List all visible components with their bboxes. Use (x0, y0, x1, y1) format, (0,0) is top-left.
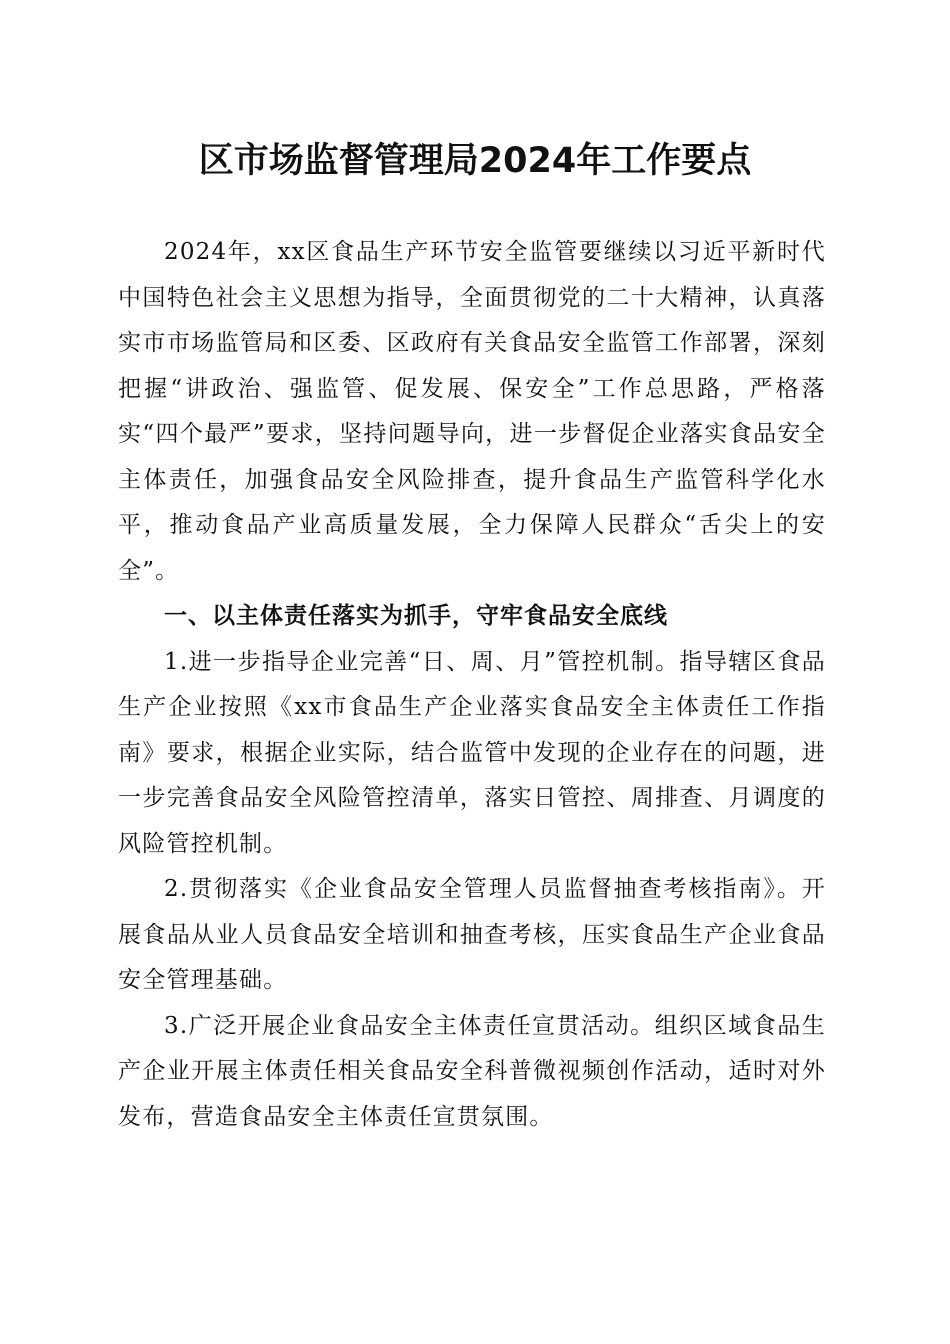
list-item-2: 2.贯彻落实《企业食品安全管理人员监督抽查考核指南》。开展食品从业人员食品安全培训和抽查考核，压实食品生产企业食品安全管理基础。 (118, 876, 826, 993)
intro-paragraph: 2024年，xx区食品生产环节安全监管要继续以习近平新时代中国特色社会主义思想为指导，全面贯彻党的二十大精神，认真落实市市场监管局和区委、区政府有关食品安全监管工作部署，深刻把握“讲政治、强监管、促发展、保安全”工作总思路，严格落实“四个最严”要求，坚持问题导向，进一步督促企业落实食品安全主体责任，加强食品安全风险排查，提升食品生产监管科学化水平，推动食品产业高质量发展，全力保障人民群众“舌尖上的安全”。 (118, 239, 826, 584)
list-item-3: 3.广泛开展企业食品安全主体责任宣贯活动。组织区域食品生产企业开展主体责任相关食品安全科普微视频创作活动，适时对外发布，营造食品安全主体责任宣贯氛围。 (118, 1012, 826, 1130)
document-title: 区市场监督管理局2024年工作要点 (198, 141, 752, 181)
document-body (118, 230, 826, 1140)
list-item-1: 1.进一步指导企业完善“日、周、月”管控机制。指导辖区食品生产企业按照《xx市食品生产企业落实食品安全主体责任工作指南》要求，根据企业实际，结合监管中发现的企业存在的问题，进一步完善食品安全风险管控清单，落实日管控、周排查、月调度的风险管控机制。 (118, 648, 826, 857)
section-heading-1: 一、以主体责任落实为抓手，守牢食品安全底线 (164, 603, 668, 629)
